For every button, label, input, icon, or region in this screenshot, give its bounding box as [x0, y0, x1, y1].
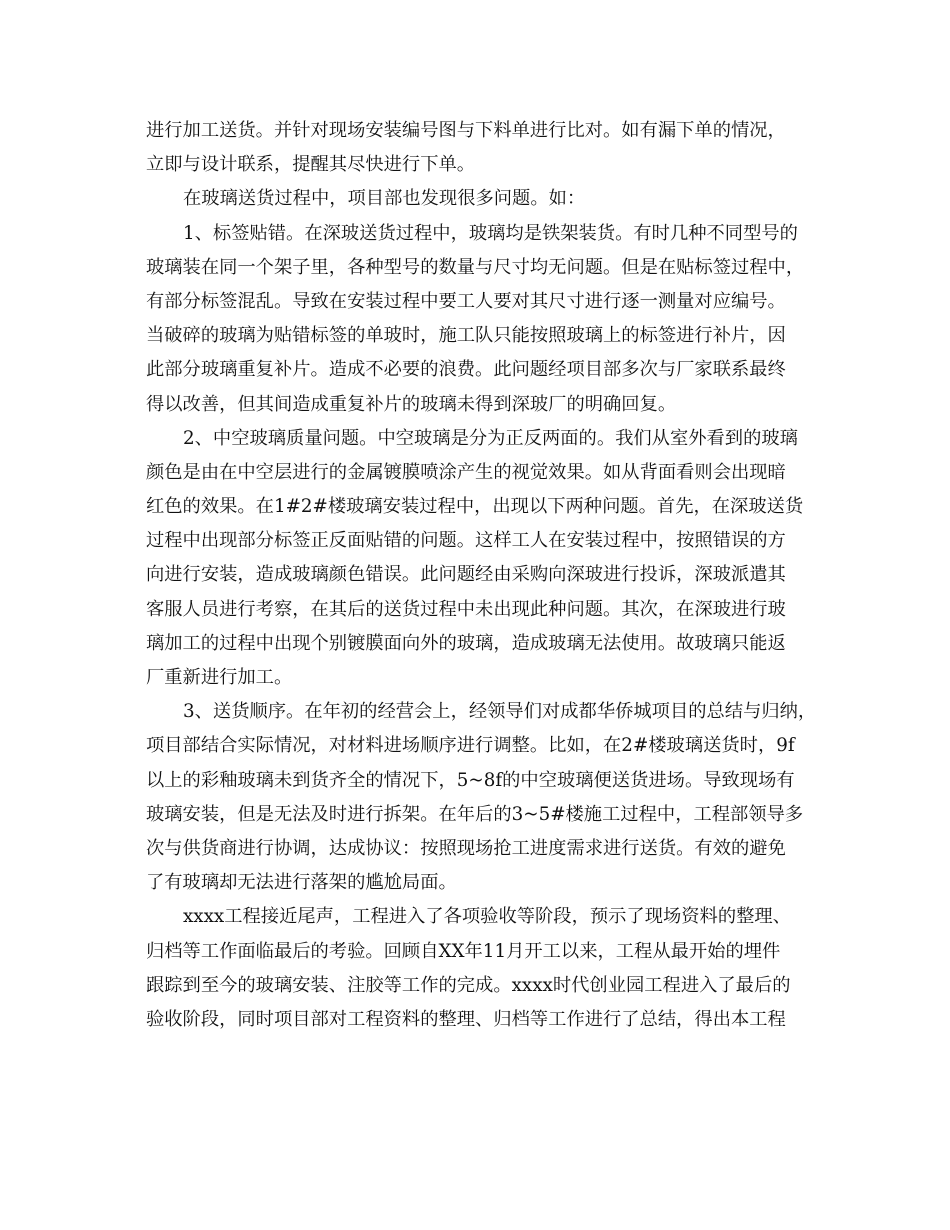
text-line: 颜色是由在中空层进行的金属镀膜喷涂产生的视觉效果。如从背面看则会出现暗 — [146, 461, 786, 483]
text-line: 归档等工作面临最后的考验。回顾自XX年11月开工以来，工程从最开始的埋件 — [146, 940, 781, 962]
text-line: 有部分标签混乱。导致在安装过程中要工人要对其尺寸进行逐一测量对应编号。 — [146, 290, 786, 312]
text-line: 得以改善，但其间造成重复补片的玻璃未得到深玻厂的明确回复。 — [146, 393, 677, 415]
text-line: 当破碎的玻璃为贴错标签的单玻时，施工队只能按照玻璃上的标签进行补片，因 — [146, 325, 786, 347]
text-line: 此部分玻璃重复补片。造成不必要的浪费。此问题经项目部多次与厂家联系最终 — [146, 359, 786, 381]
text-line: 璃加工的过程中出现个别镀膜面向外的玻璃，造成玻璃无法使用。故玻璃只能返 — [146, 632, 786, 654]
text-line: 次与供货商进行协调，达成协议：按照现场抢工进度需求进行送货。有效的避免 — [146, 837, 786, 859]
text-line: 向进行安装，造成玻璃颜色错误。此问题经由采购向深玻进行投诉，深玻派遣其 — [146, 564, 786, 586]
text-line: 红色的效果。在1#2#楼玻璃安装过程中，出现以下两种问题。首先，在深玻送货 — [146, 496, 804, 518]
text-line: 客服人员进行考察，在其后的送货过程中未出现此种问题。其次，在深玻进行玻 — [146, 598, 786, 620]
paragraph-start-line: xxxx工程接近尾声，工程进入了各项验收等阶段，预示了现场资料的整理、 — [183, 906, 791, 928]
text-line: 过程中出现部分标签正反面贴错的问题。这样工人在安装过程中，按照错误的方 — [146, 530, 786, 552]
paragraph-start-line: 1、标签贴错。在深玻送货过程中，玻璃均是铁架装货。有时几种不同型号的 — [183, 222, 798, 244]
text-line: 以上的彩釉玻璃未到货齐全的情况下，5~8f的中空玻璃便送货进场。导致现场有 — [146, 769, 795, 791]
text-line: 进行加工送货。并针对现场安装编号图与下料单进行比对。如有漏下单的情况， — [146, 120, 786, 141]
text-line: 项目部结合实际情况，对材料进场顺序进行调整。比如，在2#楼玻璃送货时，9f — [146, 735, 795, 757]
text-line: 厂重新进行加工。 — [146, 667, 293, 688]
text-line: 玻璃安装，但是无法及时进行拆架。在年后的3~5#楼施工过程中，工程部领导多 — [146, 803, 804, 825]
document-body — [146, 114, 826, 1037]
text-line: 了有玻璃却无法进行落架的尴尬局面。 — [146, 872, 457, 894]
paragraph-start-line: 2、中空玻璃质量问题。中空玻璃是分为正反两面的。我们从室外看到的玻璃 — [183, 427, 798, 449]
paragraph-start-line: 在玻璃送货过程中，项目部也发现很多问题。如： — [183, 188, 586, 210]
text-line: 玻璃装在同一个架子里，各种型号的数量与尺寸均无问题。但是在贴标签过程中， — [146, 256, 805, 278]
text-line: 立即与设计联系，提醒其尽快进行下单。 — [146, 154, 476, 176]
paragraph-start-line: 3、送货顺序。在年初的经营会上，经领导们对成都华侨城项目的总结与归纳， — [183, 701, 817, 723]
text-line: 验收阶段，同时项目部对工程资料的整理、归档等工作进行了总结，得出本工程 — [146, 1008, 786, 1030]
text-line: 跟踪到至今的玻璃安装、注胶等工作的完成。xxxx时代创业园工程进入了最后的 — [146, 974, 791, 996]
